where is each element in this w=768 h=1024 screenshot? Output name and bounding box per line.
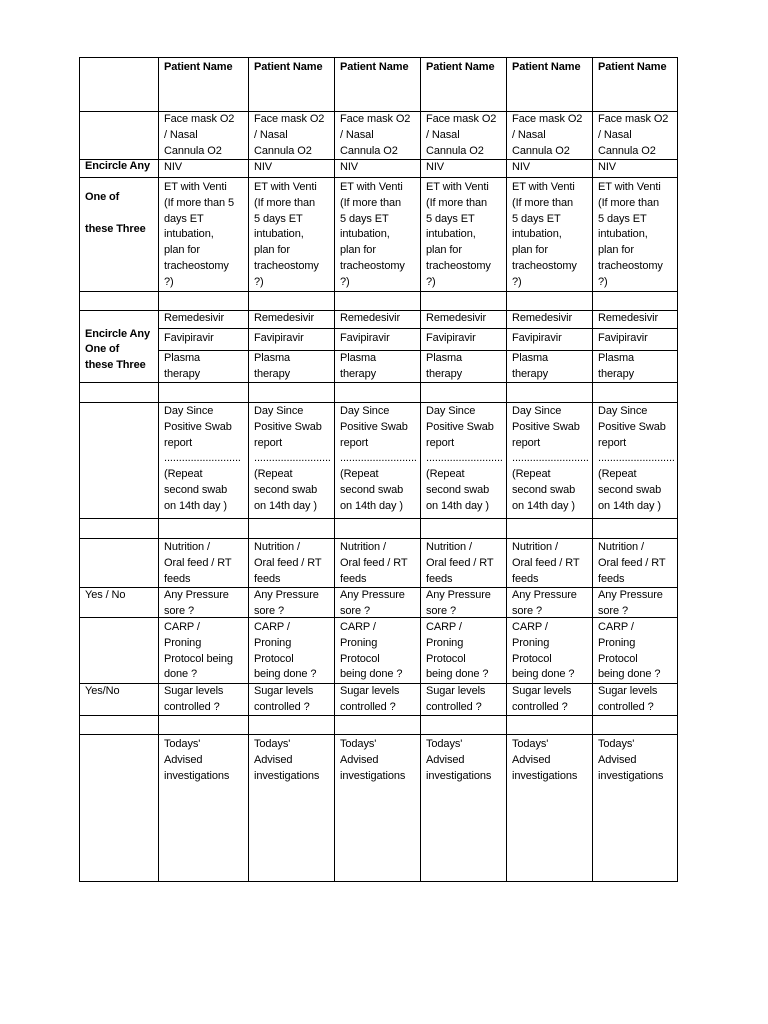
cell-pressure-col1: Any Pressure sore ? [164, 589, 229, 617]
cell-pressure-col5: Any Pressure sore ? [512, 589, 577, 617]
cell-niv-col6: NIV [598, 161, 617, 173]
cell-favipiravir-col3: Favipiravir [340, 332, 390, 344]
cell-carp-col2: CARP / Proning Protocol being done ? [254, 621, 317, 681]
cell-header-col2: Patient Name [254, 61, 323, 73]
side-label-sugar: Yes/No [85, 685, 120, 697]
cell-header-col1: Patient Name [164, 61, 233, 73]
cell-niv-col1: NIV [164, 161, 183, 173]
cell-swab-col4: Day Since Positive Swab report .......................... (Repeat second swab on 14th day ) [426, 405, 503, 512]
cell-nutrition-col3: Nutrition / Oral feed / RT feeds [340, 541, 408, 585]
cell-remdesivir-col1: Remedesivir [164, 312, 225, 324]
cell-pressure-col3: Any Pressure sore ? [340, 589, 405, 617]
cell-plasma-col5: Plasma therapy [512, 352, 549, 380]
table-column-divider [158, 57, 159, 882]
cell-remdesivir-col3: Remedesivir [340, 312, 401, 324]
cell-swab-col6: Day Since Positive Swab report .......................... (Repeat second swab on 14th day ) [598, 405, 675, 512]
table-column-divider [420, 57, 421, 882]
table-row-divider [79, 402, 678, 403]
cell-pressure-col6: Any Pressure sore ? [598, 589, 663, 617]
table-subrow-divider [158, 328, 678, 329]
table-column-divider [248, 57, 249, 882]
cell-nutrition-col4: Nutrition / Oral feed / RT feeds [426, 541, 494, 585]
table-row-divider [79, 177, 678, 178]
cell-nutrition-col2: Nutrition / Oral feed / RT feeds [254, 541, 322, 585]
side-label-group2-line3: these Three [85, 359, 146, 371]
cell-plasma-col1: Plasma therapy [164, 352, 201, 380]
cell-favipiravir-col1: Favipiravir [164, 332, 214, 344]
cell-niv-col4: NIV [426, 161, 445, 173]
cell-face_mask-col4: Face mask O2 / Nasal Cannula O2 [426, 113, 497, 157]
table-row-divider [79, 734, 678, 735]
cell-carp-col5: CARP / Proning Protocol being done ? [512, 621, 575, 681]
cell-remdesivir-col4: Remedesivir [426, 312, 487, 324]
cell-plasma-col3: Plasma therapy [340, 352, 377, 380]
cell-remdesivir-col6: Remedesivir [598, 312, 659, 324]
cell-et_venti-col4: ET with Venti (If more than 5 days ET intubation, plan for tracheostomy ?) [426, 181, 491, 288]
table-row-divider [79, 291, 678, 292]
cell-investigations-col4: Todays' Advised investigations [426, 738, 492, 782]
cell-nutrition-col5: Nutrition / Oral feed / RT feeds [512, 541, 580, 585]
cell-carp-col4: CARP / Proning Protocol being done ? [426, 621, 489, 681]
cell-header-col3: Patient Name [340, 61, 409, 73]
table-row-divider [79, 518, 678, 519]
cell-investigations-col3: Todays' Advised investigations [340, 738, 406, 782]
side-label-group2-line1: Encircle Any [85, 328, 151, 340]
cell-carp-col3: CARP / Proning Protocol being done ? [340, 621, 403, 681]
table-column-divider [677, 57, 678, 882]
cell-carp-col1: CARP / Proning Protocol being done ? [164, 621, 233, 681]
table-row-divider [79, 881, 678, 882]
cell-plasma-col2: Plasma therapy [254, 352, 291, 380]
cell-sugar-col5: Sugar levels controlled ? [512, 685, 572, 713]
cell-face_mask-col2: Face mask O2 / Nasal Cannula O2 [254, 113, 325, 157]
table-row-divider [79, 538, 678, 539]
cell-header-col4: Patient Name [426, 61, 495, 73]
cell-sugar-col1: Sugar levels controlled ? [164, 685, 224, 713]
cell-remdesivir-col5: Remedesivir [512, 312, 573, 324]
cell-favipiravir-col5: Favipiravir [512, 332, 562, 344]
table-column-divider [592, 57, 593, 882]
cell-plasma-col6: Plasma therapy [598, 352, 635, 380]
cell-swab-col3: Day Since Positive Swab report .......................... (Repeat second swab on 14th day ) [340, 405, 417, 512]
cell-header-col5: Patient Name [512, 61, 581, 73]
cell-et_venti-col5: ET with Venti (If more than 5 days ET intubation, plan for tracheostomy ?) [512, 181, 577, 288]
side-label-group1-line3: these Three [85, 223, 146, 235]
side-label-pressure: Yes / No [85, 589, 126, 601]
cell-sugar-col4: Sugar levels controlled ? [426, 685, 486, 713]
cell-swab-col2: Day Since Positive Swab report .......................... (Repeat second swab on 14th day ) [254, 405, 331, 512]
side-label-group1-line2: One of [85, 191, 120, 203]
cell-swab-col1: Day Since Positive Swab report .......................... (Repeat second swab on 14th day ) [164, 405, 241, 512]
table-row-divider [79, 57, 678, 58]
cell-sugar-col3: Sugar levels controlled ? [340, 685, 400, 713]
cell-favipiravir-col4: Favipiravir [426, 332, 476, 344]
cell-sugar-col6: Sugar levels controlled ? [598, 685, 658, 713]
table-column-divider [334, 57, 335, 882]
cell-header-col6: Patient Name [598, 61, 667, 73]
cell-pressure-col2: Any Pressure sore ? [254, 589, 319, 617]
cell-favipiravir-col6: Favipiravir [598, 332, 648, 344]
side-label-group1-line1: Encircle Any [85, 160, 151, 172]
cell-remdesivir-col2: Remedesivir [254, 312, 315, 324]
cell-investigations-col1: Todays' Advised investigations [164, 738, 230, 782]
cell-nutrition-col6: Nutrition / Oral feed / RT feeds [598, 541, 666, 585]
cell-investigations-col5: Todays' Advised investigations [512, 738, 578, 782]
cell-et_venti-col2: ET with Venti (If more than 5 days ET intubation, plan for tracheostomy ?) [254, 181, 319, 288]
cell-niv-col5: NIV [512, 161, 531, 173]
cell-face_mask-col5: Face mask O2 / Nasal Cannula O2 [512, 113, 583, 157]
cell-face_mask-col6: Face mask O2 / Nasal Cannula O2 [598, 113, 669, 157]
table-column-divider [79, 57, 80, 882]
cell-investigations-col2: Todays' Advised investigations [254, 738, 320, 782]
cell-niv-col2: NIV [254, 161, 273, 173]
cell-et_venti-col1: ET with Venti (If more than 5 days ET intubation, plan for tracheostomy ?) [164, 181, 235, 288]
cell-sugar-col2: Sugar levels controlled ? [254, 685, 314, 713]
cell-face_mask-col3: Face mask O2 / Nasal Cannula O2 [340, 113, 411, 157]
cell-swab-col5: Day Since Positive Swab report .......................... (Repeat second swab on 14th day ) [512, 405, 589, 512]
cell-pressure-col4: Any Pressure sore ? [426, 589, 491, 617]
cell-niv-col3: NIV [340, 161, 359, 173]
cell-et_venti-col6: ET with Venti (If more than 5 days ET intubation, plan for tracheostomy ?) [598, 181, 663, 288]
table-column-divider [506, 57, 507, 882]
cell-carp-col6: CARP / Proning Protocol being done ? [598, 621, 661, 681]
cell-favipiravir-col2: Favipiravir [254, 332, 304, 344]
cell-plasma-col4: Plasma therapy [426, 352, 463, 380]
cell-face_mask-col1: Face mask O2 / Nasal Cannula O2 [164, 113, 235, 157]
cell-investigations-col6: Todays' Advised investigations [598, 738, 664, 782]
cell-nutrition-col1: Nutrition / Oral feed / RT feeds [164, 541, 232, 585]
side-label-group2-line2: One of [85, 343, 120, 355]
cell-et_venti-col3: ET with Venti (If more than 5 days ET intubation, plan for tracheostomy ?) [340, 181, 405, 288]
